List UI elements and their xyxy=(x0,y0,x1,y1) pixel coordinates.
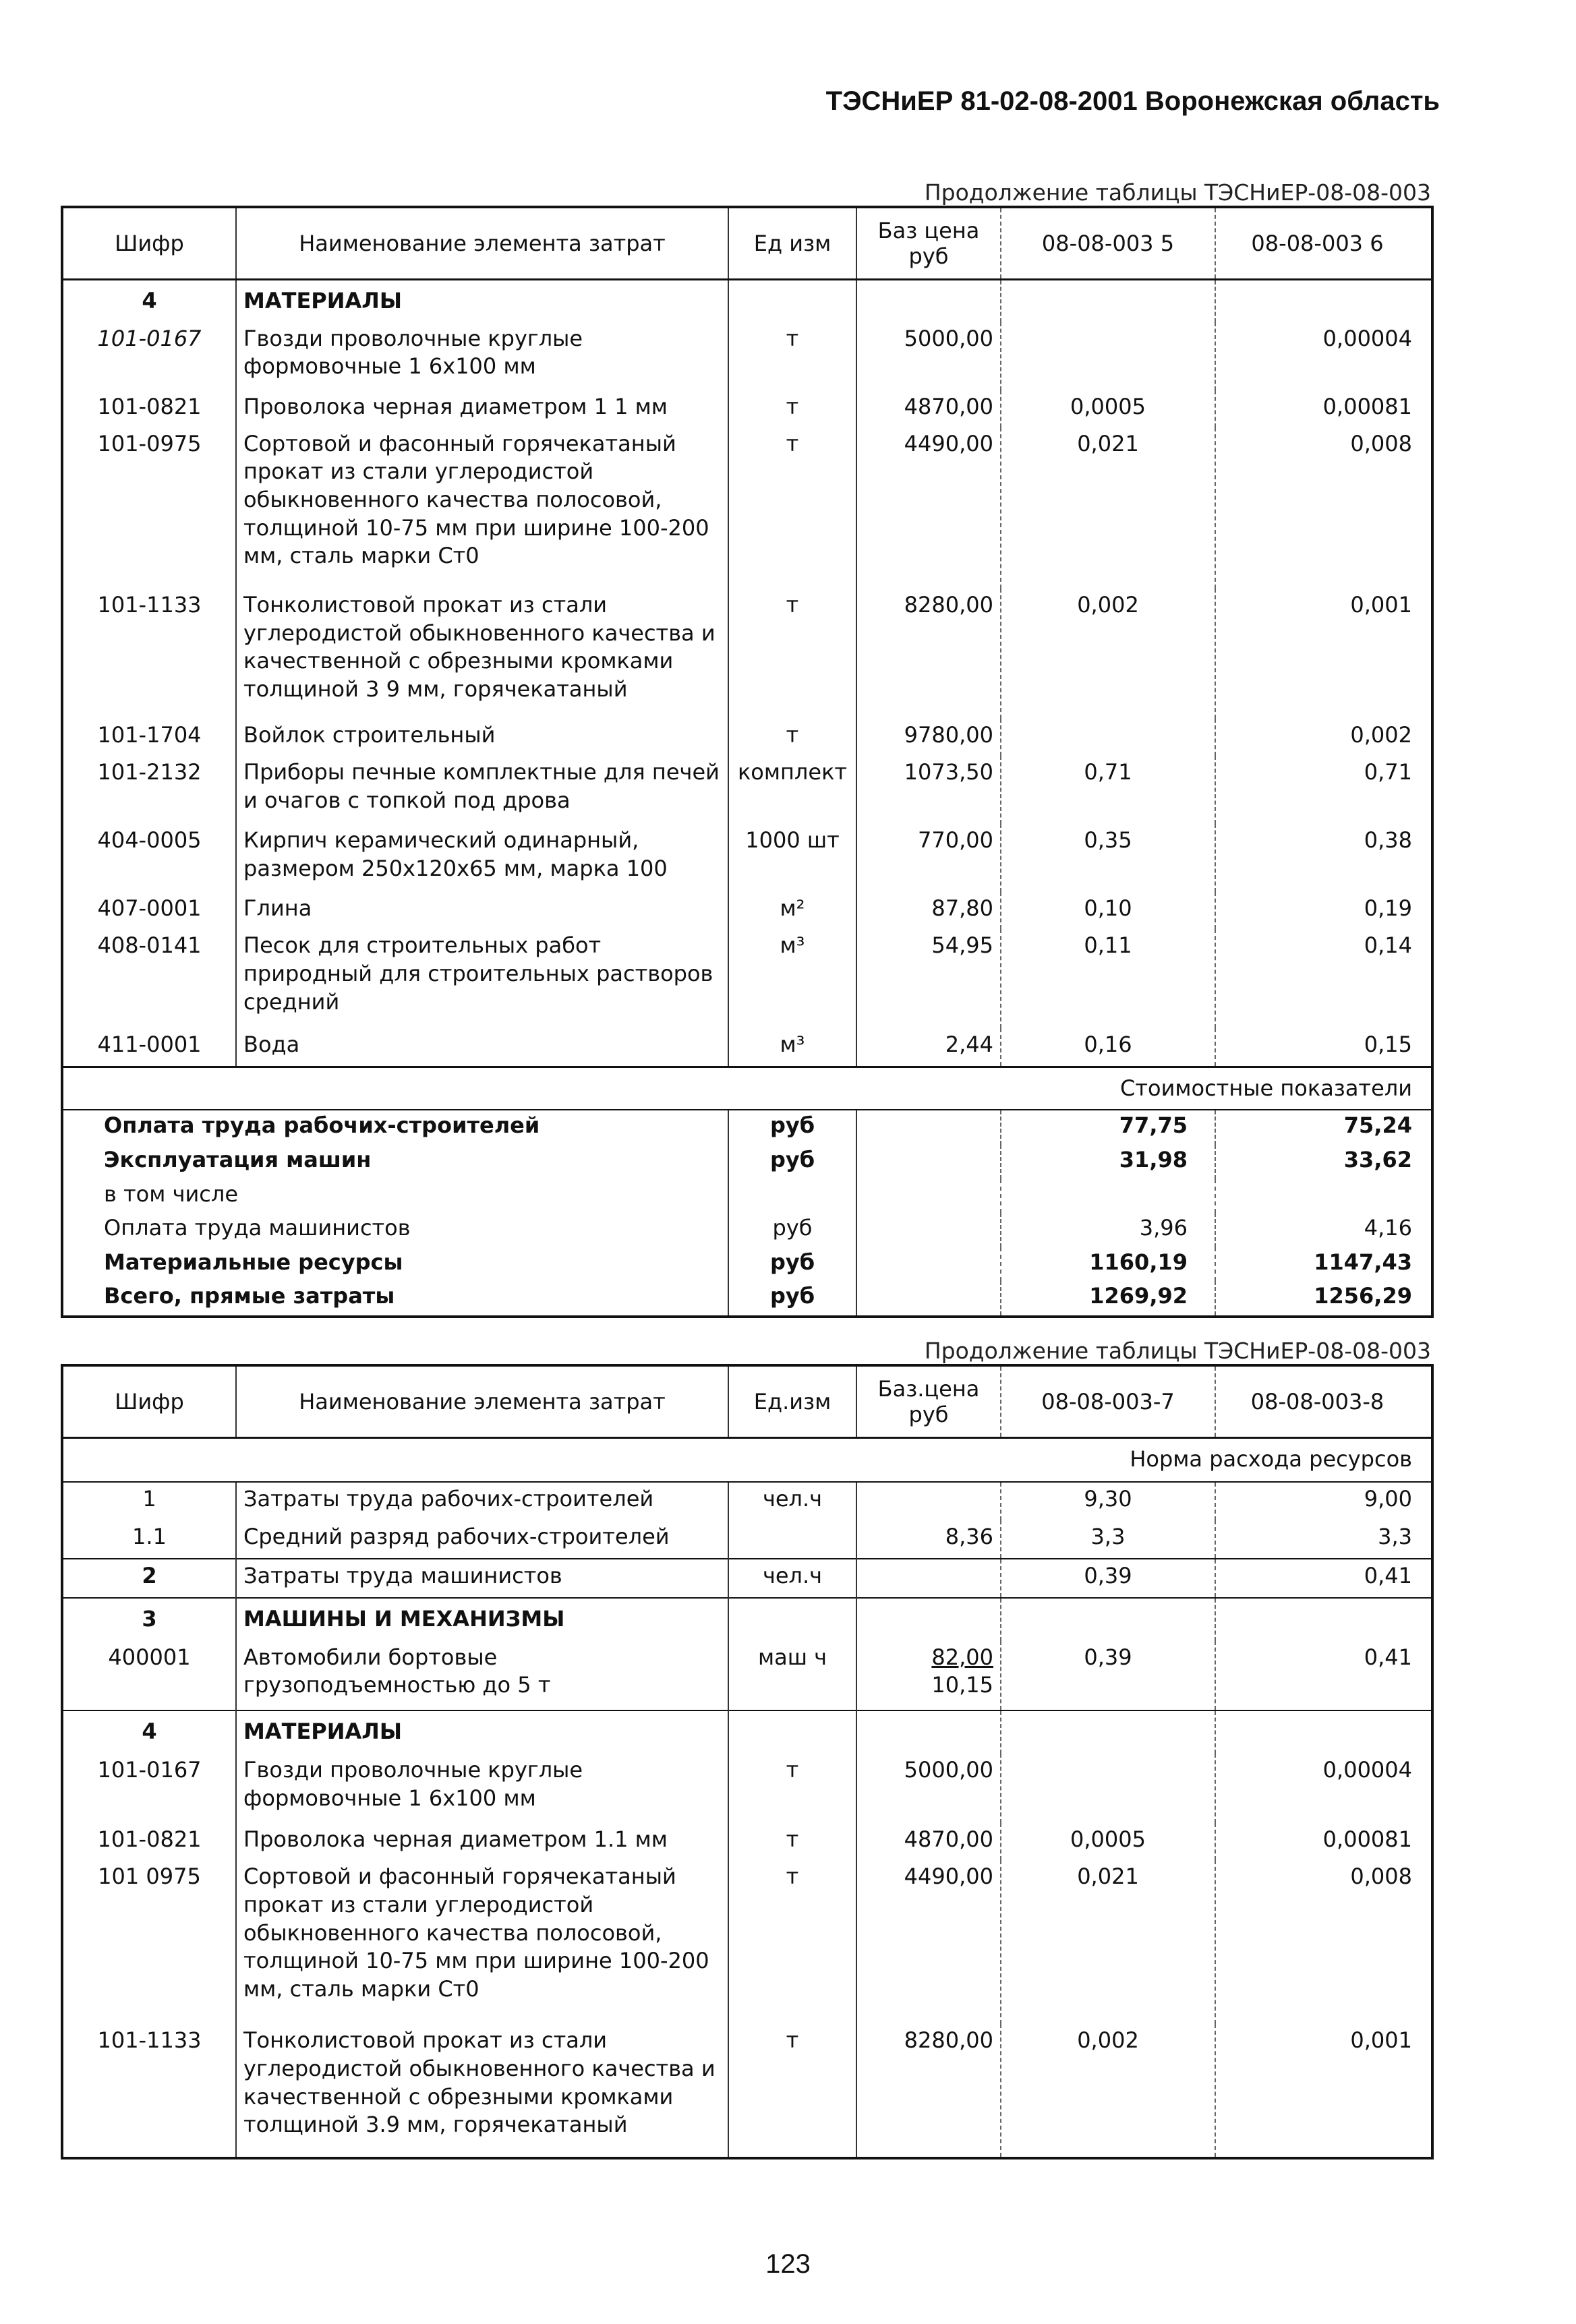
section-row xyxy=(62,1598,1432,1641)
row-norm-b: 0,41 xyxy=(1215,1641,1432,1711)
row-norm-b: 0,001 xyxy=(1215,589,1432,719)
row-unit: маш ч xyxy=(728,1641,856,1711)
row-price: 5000,00 xyxy=(856,1754,1001,1823)
row-unit: м² xyxy=(728,892,856,929)
row-norm-b: 0,001 xyxy=(1215,2024,1432,2158)
row-name: Вода xyxy=(236,1028,728,1067)
row-unit: т xyxy=(728,719,856,756)
row-price: 770,00 xyxy=(856,824,1001,892)
row-norm-a: 0,021 xyxy=(1001,427,1215,589)
row-norm-b: 0,002 xyxy=(1215,719,1432,756)
table-row xyxy=(62,1520,1432,1559)
row-code: 101-1133 xyxy=(97,592,202,618)
col-header-unit: Ед.изм xyxy=(728,1365,856,1438)
row-norm-b: 0,008 xyxy=(1215,1860,1432,2024)
row-price: 2,44 xyxy=(856,1028,1001,1067)
row-norm-b: 0,00081 xyxy=(1215,1823,1432,1861)
row-price: 8280,00 xyxy=(856,589,1001,719)
row-price: 9780,00 xyxy=(856,719,1001,756)
row-name: Приборы печные комплектные для печей и очагов с топкой под дрова xyxy=(236,756,728,824)
row-norm-a xyxy=(1001,1754,1215,1823)
section-code: 3 xyxy=(62,1598,236,1641)
row-name: Гвозди проволочные круглые формовочные 1 6x100 мм xyxy=(236,1754,728,1823)
section-title: МАТЕРИАЛЫ xyxy=(236,280,728,322)
row-code: 101-0975 xyxy=(97,430,202,456)
cost-indicators-band xyxy=(62,1067,1432,1110)
table-row xyxy=(62,1823,1432,1861)
section-title: МАШИНЫ И МЕХАНИЗМЫ xyxy=(236,1598,728,1641)
row-norm-b: 9,00 xyxy=(1215,1482,1432,1520)
row-norm-a xyxy=(1001,322,1215,390)
col-header-norm-b: 08-08-003-8 xyxy=(1215,1365,1432,1438)
summary-value-a: 31,98 xyxy=(1001,1145,1215,1179)
row-code: 101-0821 xyxy=(97,1826,202,1852)
summary-unit xyxy=(728,1179,856,1214)
row-norm-a: 0,16 xyxy=(1001,1028,1215,1067)
row-unit: 1000 шт xyxy=(728,824,856,892)
row-norm-a: 0,0005 xyxy=(1001,1823,1215,1861)
row-code: 1 xyxy=(142,1485,156,1512)
row-code: 101-1133 xyxy=(97,2027,202,2054)
summary-label: в том числе xyxy=(104,1181,238,1207)
row-norm-a: 0,39 xyxy=(1001,1641,1215,1711)
section-code: 4 xyxy=(62,1710,236,1754)
row-norm-a: 0,10 xyxy=(1001,892,1215,929)
row-code: 2 xyxy=(62,1559,236,1598)
summary-unit: руб xyxy=(728,1247,856,1282)
row-norm-b: 0,00004 xyxy=(1215,322,1432,390)
row-name: Затраты труда рабочих-строителей xyxy=(236,1482,728,1520)
row-price: 54,95 xyxy=(856,929,1001,1028)
table-row xyxy=(62,1028,1432,1067)
row-price-secondary: 10,15 xyxy=(931,1672,993,1698)
row-unit: чел.ч xyxy=(728,1559,856,1598)
row-code: 408-0141 xyxy=(97,932,202,959)
row-price: 4490,00 xyxy=(856,1860,1001,2024)
row-unit: м³ xyxy=(728,929,856,1028)
row-price: 8280,00 xyxy=(856,2024,1001,2158)
table-row xyxy=(62,824,1432,892)
summary-row xyxy=(62,1281,1432,1317)
col-header-price: Баз цена руб xyxy=(856,207,1001,280)
row-unit: т xyxy=(728,1823,856,1861)
section-title: МАТЕРИАЛЫ xyxy=(236,1710,728,1754)
row-norm-a: 0,35 xyxy=(1001,824,1215,892)
table-row xyxy=(62,1559,1432,1598)
row-price: 8,36 xyxy=(856,1520,1001,1559)
row-price xyxy=(856,1641,1001,1711)
row-norm-b: 0,15 xyxy=(1215,1028,1432,1067)
page-header-title: ТЭСНиЕР 81-02-08-2001 Воронежская область xyxy=(825,86,1440,116)
cost-indicators-label: Стоимостные показатели xyxy=(62,1067,1432,1110)
table-row xyxy=(62,892,1432,929)
row-name: Автомобили бортовые грузоподъемностью до 5 т xyxy=(236,1641,728,1711)
row-norm-b: 0,38 xyxy=(1215,824,1432,892)
table-row xyxy=(62,589,1432,719)
summary-row xyxy=(62,1110,1432,1145)
table-row xyxy=(62,1641,1432,1711)
row-name: Проволока черная диаметром 1.1 мм xyxy=(236,1823,728,1861)
row-name: Песок для строительных работ природный для строительных растворов средний xyxy=(236,929,728,1028)
table-row xyxy=(62,1482,1432,1520)
row-unit: т xyxy=(728,2024,856,2158)
summary-value-a xyxy=(1001,1179,1215,1214)
row-unit: чел.ч xyxy=(728,1482,856,1520)
row-price: 1073,50 xyxy=(856,756,1001,824)
row-norm-a: 9,30 xyxy=(1001,1482,1215,1520)
table-continuation-label: Продолжение таблицы ТЭСНиЕР-08-08-003 xyxy=(924,1338,1431,1364)
row-price: 4870,00 xyxy=(856,390,1001,427)
row-price: 87,80 xyxy=(856,892,1001,929)
summary-value-a: 1160,19 xyxy=(1001,1247,1215,1282)
row-price xyxy=(856,1482,1001,1520)
summary-label: Материальные ресурсы xyxy=(104,1249,403,1275)
summary-row xyxy=(62,1145,1432,1179)
row-code: 404-0005 xyxy=(97,827,202,854)
summary-value-a: 3,96 xyxy=(1001,1213,1215,1247)
summary-label: Эксплуатация машин xyxy=(104,1147,372,1173)
table-row xyxy=(62,2024,1432,2158)
table-row xyxy=(62,1860,1432,2024)
table-row xyxy=(62,756,1432,824)
table-row xyxy=(62,322,1432,390)
row-norm-a: 0,71 xyxy=(1001,756,1215,824)
col-header-name: Наименование элемента затрат xyxy=(236,1365,728,1438)
table-header-row xyxy=(62,1365,1432,1438)
summary-unit: руб xyxy=(728,1281,856,1317)
row-code: 411-0001 xyxy=(97,1032,202,1058)
col-header-norm-b: 08-08-003 6 xyxy=(1215,207,1432,280)
row-norm-a: 0,0005 xyxy=(1001,390,1215,427)
row-code: 101-0167 xyxy=(97,325,202,351)
row-norm-a: 3,3 xyxy=(1001,1520,1215,1559)
section-row xyxy=(62,1710,1432,1754)
row-name: Проволока черная диаметром 1 1 мм xyxy=(236,390,728,427)
row-name: Сортовой и фасонный горячекатаный прокат из стали углеродистой обыкновенного качества полосовой, толщиной 10-75 мм при ширине 100-200 мм, сталь марки Ст0 xyxy=(236,427,728,589)
table-continuation-label: Продолжение таблицы ТЭСНиЕР-08-08-003 xyxy=(924,179,1431,206)
row-norm-b: 0,00004 xyxy=(1215,1754,1432,1823)
col-header-name: Наименование элемента затрат xyxy=(236,207,728,280)
row-unit: комплект xyxy=(728,756,856,824)
summary-value-b: 33,62 xyxy=(1215,1145,1432,1179)
row-unit: т xyxy=(728,1754,856,1823)
summary-value-a: 1269,92 xyxy=(1001,1281,1215,1317)
summary-unit: руб xyxy=(728,1145,856,1179)
row-unit: т xyxy=(728,390,856,427)
row-unit: т xyxy=(728,322,856,390)
row-norm-b: 0,19 xyxy=(1215,892,1432,929)
row-code: 101-0821 xyxy=(97,393,202,419)
row-norm-a: 0,002 xyxy=(1001,2024,1215,2158)
row-name: Гвозди проволочные круглые формовочные 1 6x100 мм xyxy=(236,322,728,390)
row-price: 4490,00 xyxy=(856,427,1001,589)
row-name: Кирпич керамический одинарный, размером 250x120x65 мм, марка 100 xyxy=(236,824,728,892)
row-code: 101-1704 xyxy=(97,722,202,748)
summary-value-b: 1256,29 xyxy=(1215,1281,1432,1317)
row-name: Средний разряд рабочих-строителей xyxy=(236,1520,728,1559)
row-code: 101 0975 xyxy=(98,1864,201,1890)
section-row xyxy=(62,280,1432,322)
col-header-code: Шифр xyxy=(62,207,236,280)
row-norm-a: 0,002 xyxy=(1001,589,1215,719)
page-number: 123 xyxy=(765,2249,811,2279)
row-unit xyxy=(728,1520,856,1559)
row-unit: м³ xyxy=(728,1028,856,1067)
row-name: Тонколистовой прокат из стали углеродистой обыкновенного качества и качественной с обрезными кромками толщиной 3 9 мм, горячекатаный xyxy=(236,589,728,719)
summary-label: Оплата труда рабочих-строителей xyxy=(104,1112,540,1139)
col-header-norm-a: 08-08-003-7 xyxy=(1001,1365,1215,1438)
row-norm-a: 0,39 xyxy=(1001,1559,1215,1598)
row-price-primary: 82,00 xyxy=(931,1644,993,1670)
row-name: Сортовой и фасонный горячекатаный прокат из стали углеродистой обыкновенного качества полосовой, толщиной 10-75 мм при ширине 100-200 мм, сталь марки Ст0 xyxy=(236,1860,728,2024)
summary-label: Оплата труда машинистов xyxy=(104,1215,411,1241)
row-price: 5000,00 xyxy=(856,322,1001,390)
row-price xyxy=(856,1559,1001,1598)
row-code: 101-2132 xyxy=(97,759,202,785)
summary-value-b xyxy=(1215,1179,1432,1214)
col-header-code: Шифр xyxy=(62,1365,236,1438)
norm-band-label: Норма расхода ресурсов xyxy=(62,1438,1432,1482)
table-header-row xyxy=(62,207,1432,280)
row-code: 1.1 xyxy=(132,1523,167,1549)
summary-row xyxy=(62,1179,1432,1214)
summary-value-b: 75,24 xyxy=(1215,1110,1432,1145)
row-norm-a: 0,11 xyxy=(1001,929,1215,1028)
summary-value-b: 4,16 xyxy=(1215,1213,1432,1247)
row-norm-a xyxy=(1001,719,1215,756)
resource-table-1 xyxy=(61,206,1434,1318)
summary-unit: руб xyxy=(728,1110,856,1145)
summary-row xyxy=(62,1213,1432,1247)
row-norm-b: 0,41 xyxy=(1215,1559,1432,1598)
col-header-price: Баз.цена руб xyxy=(856,1365,1001,1438)
summary-value-a: 77,75 xyxy=(1001,1110,1215,1145)
row-name: Тонколистовой прокат из стали углеродистой обыкновенного качества и качественной с обрезными кромками толщиной 3.9 мм, горячекатаный xyxy=(236,2024,728,2158)
row-code: 407-0001 xyxy=(97,895,202,922)
row-norm-b: 3,3 xyxy=(1215,1520,1432,1559)
row-norm-a: 0,021 xyxy=(1001,1860,1215,2024)
row-norm-b: 0,00081 xyxy=(1215,390,1432,427)
row-unit: т xyxy=(728,427,856,589)
summary-unit: руб xyxy=(728,1213,856,1247)
table-row xyxy=(62,427,1432,589)
summary-label: Всего, прямые затраты xyxy=(104,1283,395,1309)
summary-row xyxy=(62,1247,1432,1282)
col-header-unit: Ед изм xyxy=(728,207,856,280)
row-norm-b: 0,14 xyxy=(1215,929,1432,1028)
row-price: 4870,00 xyxy=(856,1823,1001,1861)
row-name: Войлок строительный xyxy=(236,719,728,756)
row-norm-b: 0,008 xyxy=(1215,427,1432,589)
summary-value-b: 1147,43 xyxy=(1215,1247,1432,1282)
row-norm-b: 0,71 xyxy=(1215,756,1432,824)
norm-band xyxy=(62,1438,1432,1482)
table-row xyxy=(62,929,1432,1028)
section-code: 4 xyxy=(142,288,157,314)
row-unit: т xyxy=(728,1860,856,2024)
row-name: Глина xyxy=(236,892,728,929)
row-code: 400001 xyxy=(108,1644,191,1670)
row-unit: т xyxy=(728,589,856,719)
col-header-norm-a: 08-08-003 5 xyxy=(1001,207,1215,280)
row-name: Затраты труда машинистов xyxy=(236,1559,728,1598)
table-row xyxy=(62,719,1432,756)
table-row xyxy=(62,1754,1432,1823)
resource-table-2 xyxy=(61,1364,1434,2159)
table-row xyxy=(62,390,1432,427)
row-code: 101-0167 xyxy=(97,1756,202,1783)
